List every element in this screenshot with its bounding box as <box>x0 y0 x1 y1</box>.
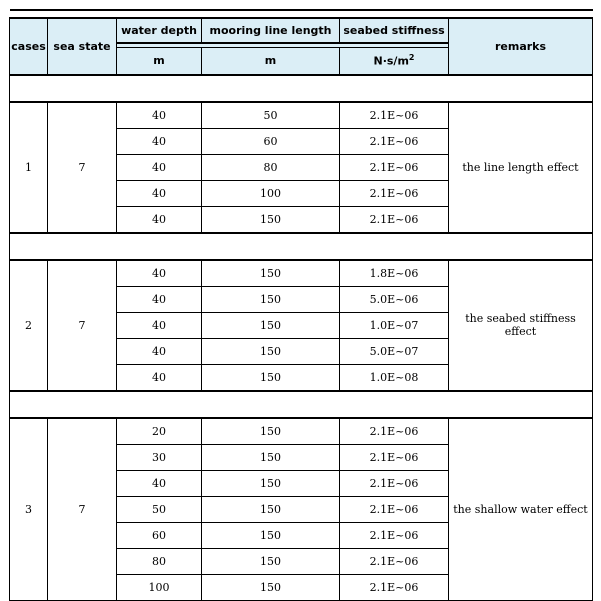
group-separator <box>10 75 593 102</box>
seabed-stiffness-cell: 2.1E~06 <box>340 470 449 496</box>
line-length-cell: 100 <box>202 180 340 206</box>
sea-state-cell: 7 <box>48 418 117 601</box>
line-length-cell: 50 <box>202 102 340 129</box>
line-length-cell: 80 <box>202 154 340 180</box>
case-number-cell: 2 <box>10 260 48 391</box>
seabed-stiffness-cell: 2.1E~06 <box>340 154 449 180</box>
header-cases: cases <box>10 18 48 75</box>
unit-seabed-stiffness-base: N·s/m <box>373 55 409 69</box>
seabed-stiffness-cell: 5.0E~06 <box>340 286 449 312</box>
water-depth-cell: 40 <box>117 180 202 206</box>
water-depth-cell: 40 <box>117 312 202 338</box>
remark-cell: the line length effect <box>449 102 593 233</box>
group-separator <box>10 233 593 260</box>
unit-water-depth: m <box>117 48 202 75</box>
line-length-cell: 150 <box>202 286 340 312</box>
water-depth-cell: 40 <box>117 260 202 287</box>
header-water-depth: water depth <box>117 18 202 43</box>
unit-mooring-line-length: m <box>202 48 340 75</box>
table-container <box>9 9 592 601</box>
mooring-cases-table <box>9 9 593 601</box>
sea-state-cell: 7 <box>48 260 117 391</box>
table-header <box>10 18 593 75</box>
group-separator-cell <box>10 75 593 102</box>
water-depth-cell: 40 <box>117 338 202 364</box>
group-separator-cell <box>10 233 593 260</box>
line-length-cell: 150 <box>202 548 340 574</box>
seabed-stiffness-cell: 1.0E~08 <box>340 364 449 391</box>
group-separator-cell <box>10 391 593 418</box>
seabed-stiffness-cell: 1.0E~07 <box>340 312 449 338</box>
seabed-stiffness-cell: 2.1E~06 <box>340 418 449 445</box>
table-row <box>10 260 593 287</box>
water-depth-cell: 50 <box>117 496 202 522</box>
remark-cell: the shallow water effect <box>449 418 593 601</box>
water-depth-cell: 40 <box>117 154 202 180</box>
water-depth-cell: 20 <box>117 418 202 445</box>
water-depth-cell: 40 <box>117 128 202 154</box>
group-separator <box>10 391 593 418</box>
water-depth-cell: 40 <box>117 286 202 312</box>
table-top-rule <box>10 10 593 18</box>
line-length-cell: 60 <box>202 128 340 154</box>
remark-cell: the seabed stiffness effect <box>449 260 593 391</box>
line-length-cell: 150 <box>202 470 340 496</box>
case-number-cell: 3 <box>10 418 48 601</box>
header-sea-state: sea state <box>48 18 117 75</box>
seabed-stiffness-cell: 2.1E~06 <box>340 444 449 470</box>
unit-seabed-stiffness <box>340 48 449 75</box>
seabed-stiffness-cell: 2.1E~06 <box>340 206 449 233</box>
water-depth-cell: 60 <box>117 522 202 548</box>
seabed-stiffness-cell: 2.1E~06 <box>340 102 449 129</box>
seabed-stiffness-cell: 2.1E~06 <box>340 522 449 548</box>
line-length-cell: 150 <box>202 260 340 287</box>
sea-state-cell: 7 <box>48 102 117 233</box>
header-remarks: remarks <box>449 18 593 75</box>
seabed-stiffness-cell: 2.1E~06 <box>340 128 449 154</box>
case-number-cell: 1 <box>10 102 48 233</box>
line-length-cell: 150 <box>202 364 340 391</box>
seabed-stiffness-cell: 5.0E~07 <box>340 338 449 364</box>
water-depth-cell: 80 <box>117 548 202 574</box>
water-depth-cell: 40 <box>117 206 202 233</box>
line-length-cell: 150 <box>202 496 340 522</box>
table-body <box>10 75 593 601</box>
table-row <box>10 418 593 445</box>
seabed-stiffness-cell: 2.1E~06 <box>340 548 449 574</box>
seabed-stiffness-cell: 1.8E~06 <box>340 260 449 287</box>
line-length-cell: 150 <box>202 312 340 338</box>
header-seabed-stiffness: seabed stiffness <box>340 18 449 43</box>
header-mooring-line-length: mooring line length <box>202 18 340 43</box>
seabed-stiffness-cell: 2.1E~06 <box>340 180 449 206</box>
water-depth-cell: 40 <box>117 102 202 129</box>
table-row <box>10 102 593 129</box>
seabed-stiffness-cell: 2.1E~06 <box>340 574 449 600</box>
unit-seabed-stiffness-exponent: 2 <box>408 53 415 63</box>
line-length-cell: 150 <box>202 206 340 233</box>
water-depth-cell: 100 <box>117 574 202 600</box>
line-length-cell: 150 <box>202 338 340 364</box>
water-depth-cell: 30 <box>117 444 202 470</box>
line-length-cell: 150 <box>202 418 340 445</box>
line-length-cell: 150 <box>202 522 340 548</box>
water-depth-cell: 40 <box>117 470 202 496</box>
line-length-cell: 150 <box>202 574 340 600</box>
water-depth-cell: 40 <box>117 364 202 391</box>
seabed-stiffness-cell: 2.1E~06 <box>340 496 449 522</box>
line-length-cell: 150 <box>202 444 340 470</box>
